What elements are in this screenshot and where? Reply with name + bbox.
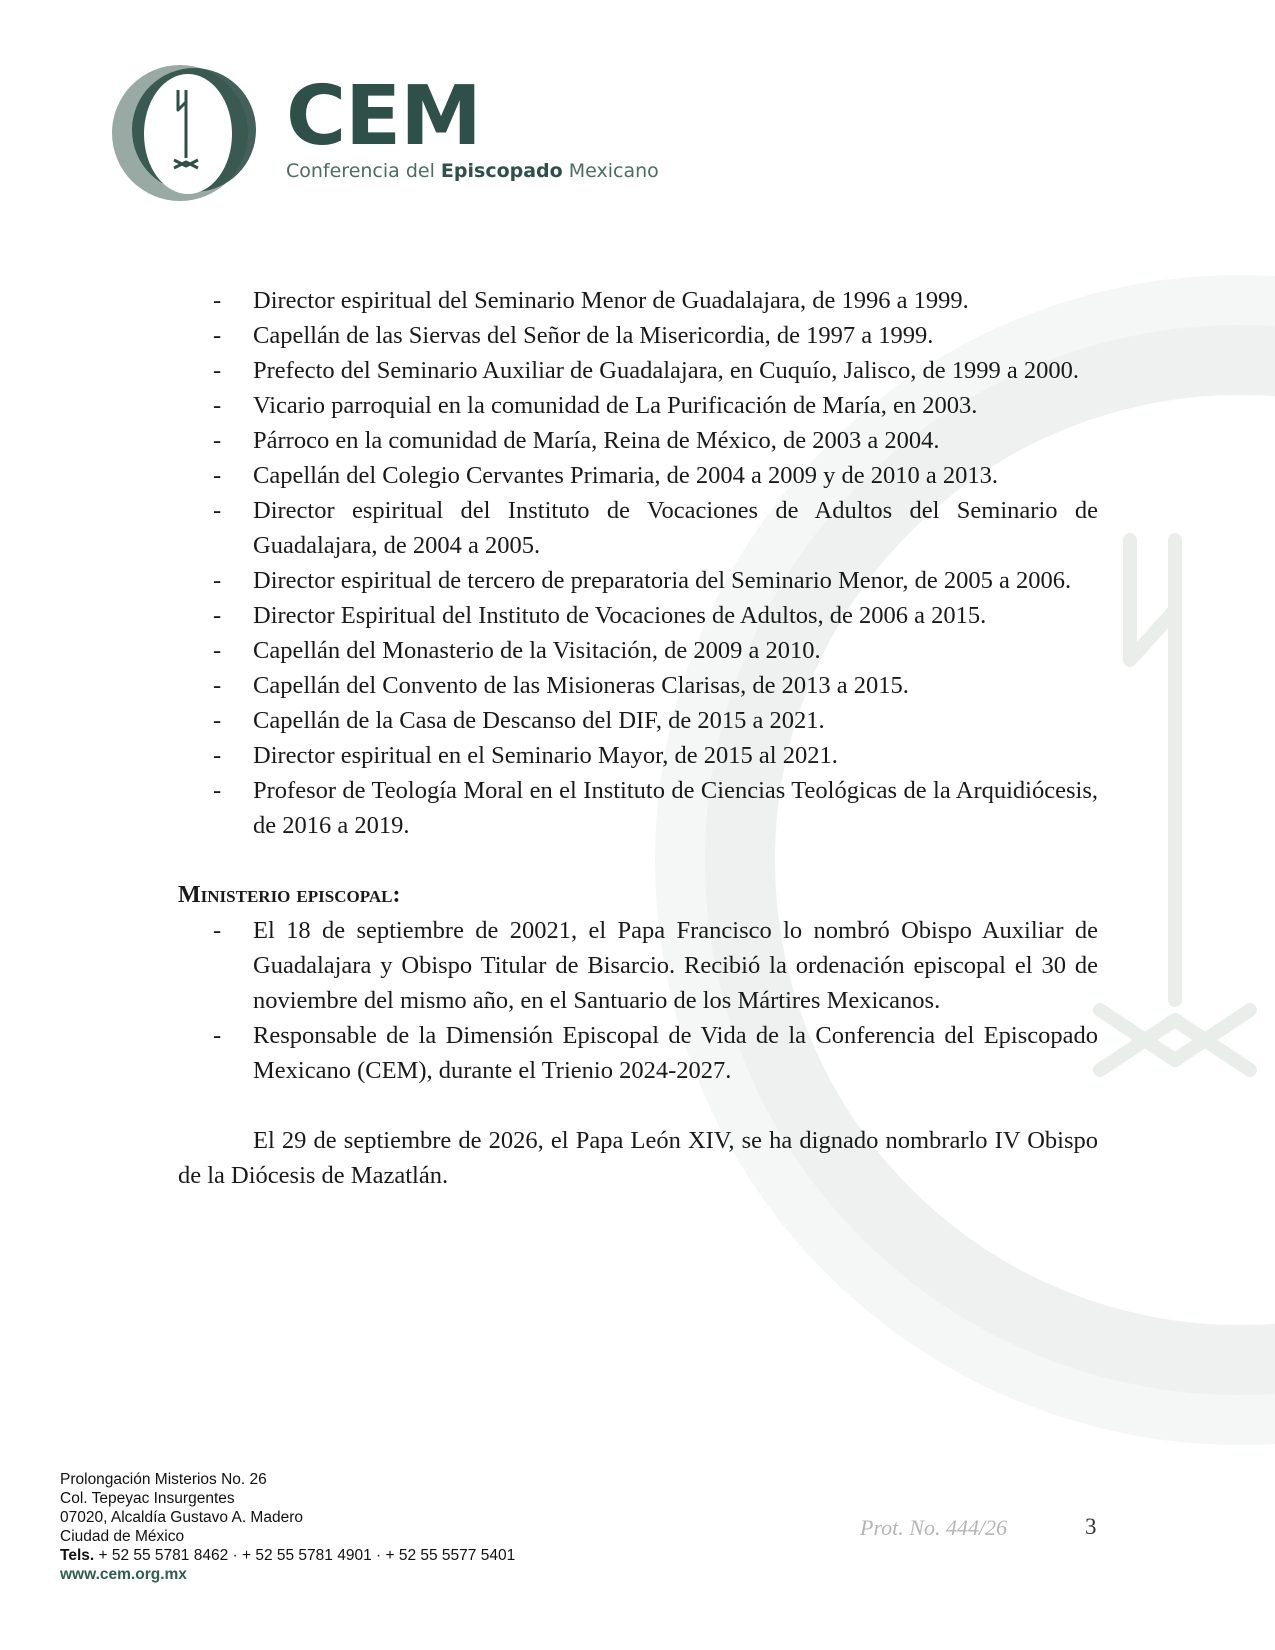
list-item: - Capellán de la Casa de Descanso del DIF, de 2015 a 2021. xyxy=(178,703,1098,738)
address-line: Col. Tepeyac Insurgentes xyxy=(60,1490,235,1507)
address-line: 07020, Alcaldía Gustavo A. Madero xyxy=(60,1509,303,1526)
phone-numbers: + 52 55 5781 8462 · + 52 55 5781 4901 · + 52 55 5577 5401 xyxy=(94,1547,516,1564)
list-item: - Vicario parroquial en la comunidad de La Purificación de María, en 2003. xyxy=(178,388,1098,423)
protocol-number: Prot. No. 444/26 xyxy=(860,1515,1008,1540)
phone-label: Tels. xyxy=(60,1547,95,1564)
career-list xyxy=(178,283,1098,843)
logo-title: CEM xyxy=(286,69,481,164)
logo-subtitle-part1: Conferencia del xyxy=(286,160,441,182)
list-item: - Párroco en la comunidad de María, Reina de México, de 2003 a 2004. xyxy=(178,423,1098,458)
list-item: - Director espiritual del Seminario Menor de Guadalajara, de 1996 a 1999. xyxy=(178,283,1098,318)
logo-subtitle xyxy=(286,160,659,182)
document-body xyxy=(178,283,1098,1218)
cem-logo-emblem xyxy=(112,58,262,208)
page-number: 3 xyxy=(1085,1514,1097,1539)
list-item: - Capellán de las Siervas del Señor de la Misericordia, de 1997 a 1999. xyxy=(178,318,1098,353)
section-title-ministerio-episcopal: Ministerio episcopal: xyxy=(178,882,401,908)
closing-paragraph: El 29 de septiembre de 2026, el Papa León XIV, se ha dignado nombrarlo IV Obispo de la Diócesis de Mazatlán. xyxy=(178,1127,1098,1189)
list-item: - Responsable de la Dimensión Episcopal de Vida de la Conferencia del Episcopado Mexicano (CEM), durante el Trienio 2024-2027. xyxy=(178,1018,1098,1088)
list-item: - Prefecto del Seminario Auxiliar de Guadalajara, en Cuquío, Jalisco, de 1999 a 2000. xyxy=(178,353,1098,388)
website-link[interactable]: www.cem.org.mx xyxy=(60,1566,187,1583)
phone-line xyxy=(60,1546,515,1565)
list-item: - Director espiritual de tercero de preparatoria del Seminario Menor, de 2005 a 2006. xyxy=(178,563,1098,598)
footer-address xyxy=(60,1470,515,1584)
address-line: Prolongación Misterios No. 26 xyxy=(60,1471,267,1488)
logo-subtitle-part2: Mexicano xyxy=(562,160,659,182)
list-item: - Capellán del Colegio Cervantes Primaria, de 2004 a 2009 y de 2010 a 2013. xyxy=(178,458,1098,493)
logo-subtitle-bold: Episcopado xyxy=(440,160,563,182)
list-item: - El 18 de septiembre de 20021, el Papa Francisco lo nombró Obispo Auxiliar de Guadalajara y Obispo Titular de Bisarcio. Recibió la ordenación episcopal el 30 de noviembre del mismo año, en el Santuario de los Mártires Mexicanos. xyxy=(178,913,1098,1018)
list-item: - Capellán del Convento de las Misioneras Clarisas, de 2013 a 2015. xyxy=(178,668,1098,703)
list-item: - Director espiritual en el Seminario Mayor, de 2015 al 2021. xyxy=(178,738,1098,773)
list-item: - Capellán del Monasterio de la Visitación, de 2009 a 2010. xyxy=(178,633,1098,668)
list-item: - Director espiritual del Instituto de Vocaciones de Adultos del Seminario de Guadalajara, de 2004 a 2005. xyxy=(178,493,1098,563)
episcopal-list xyxy=(178,913,1098,1088)
list-item: - Profesor de Teología Moral en el Instituto de Ciencias Teológicas de la Arquidiócesis, de 2016 a 2019. xyxy=(178,773,1098,843)
address-line: Ciudad de México xyxy=(60,1528,185,1545)
list-item: - Director Espiritual del Instituto de Vocaciones de Adultos, de 2006 a 2015. xyxy=(178,598,1098,633)
